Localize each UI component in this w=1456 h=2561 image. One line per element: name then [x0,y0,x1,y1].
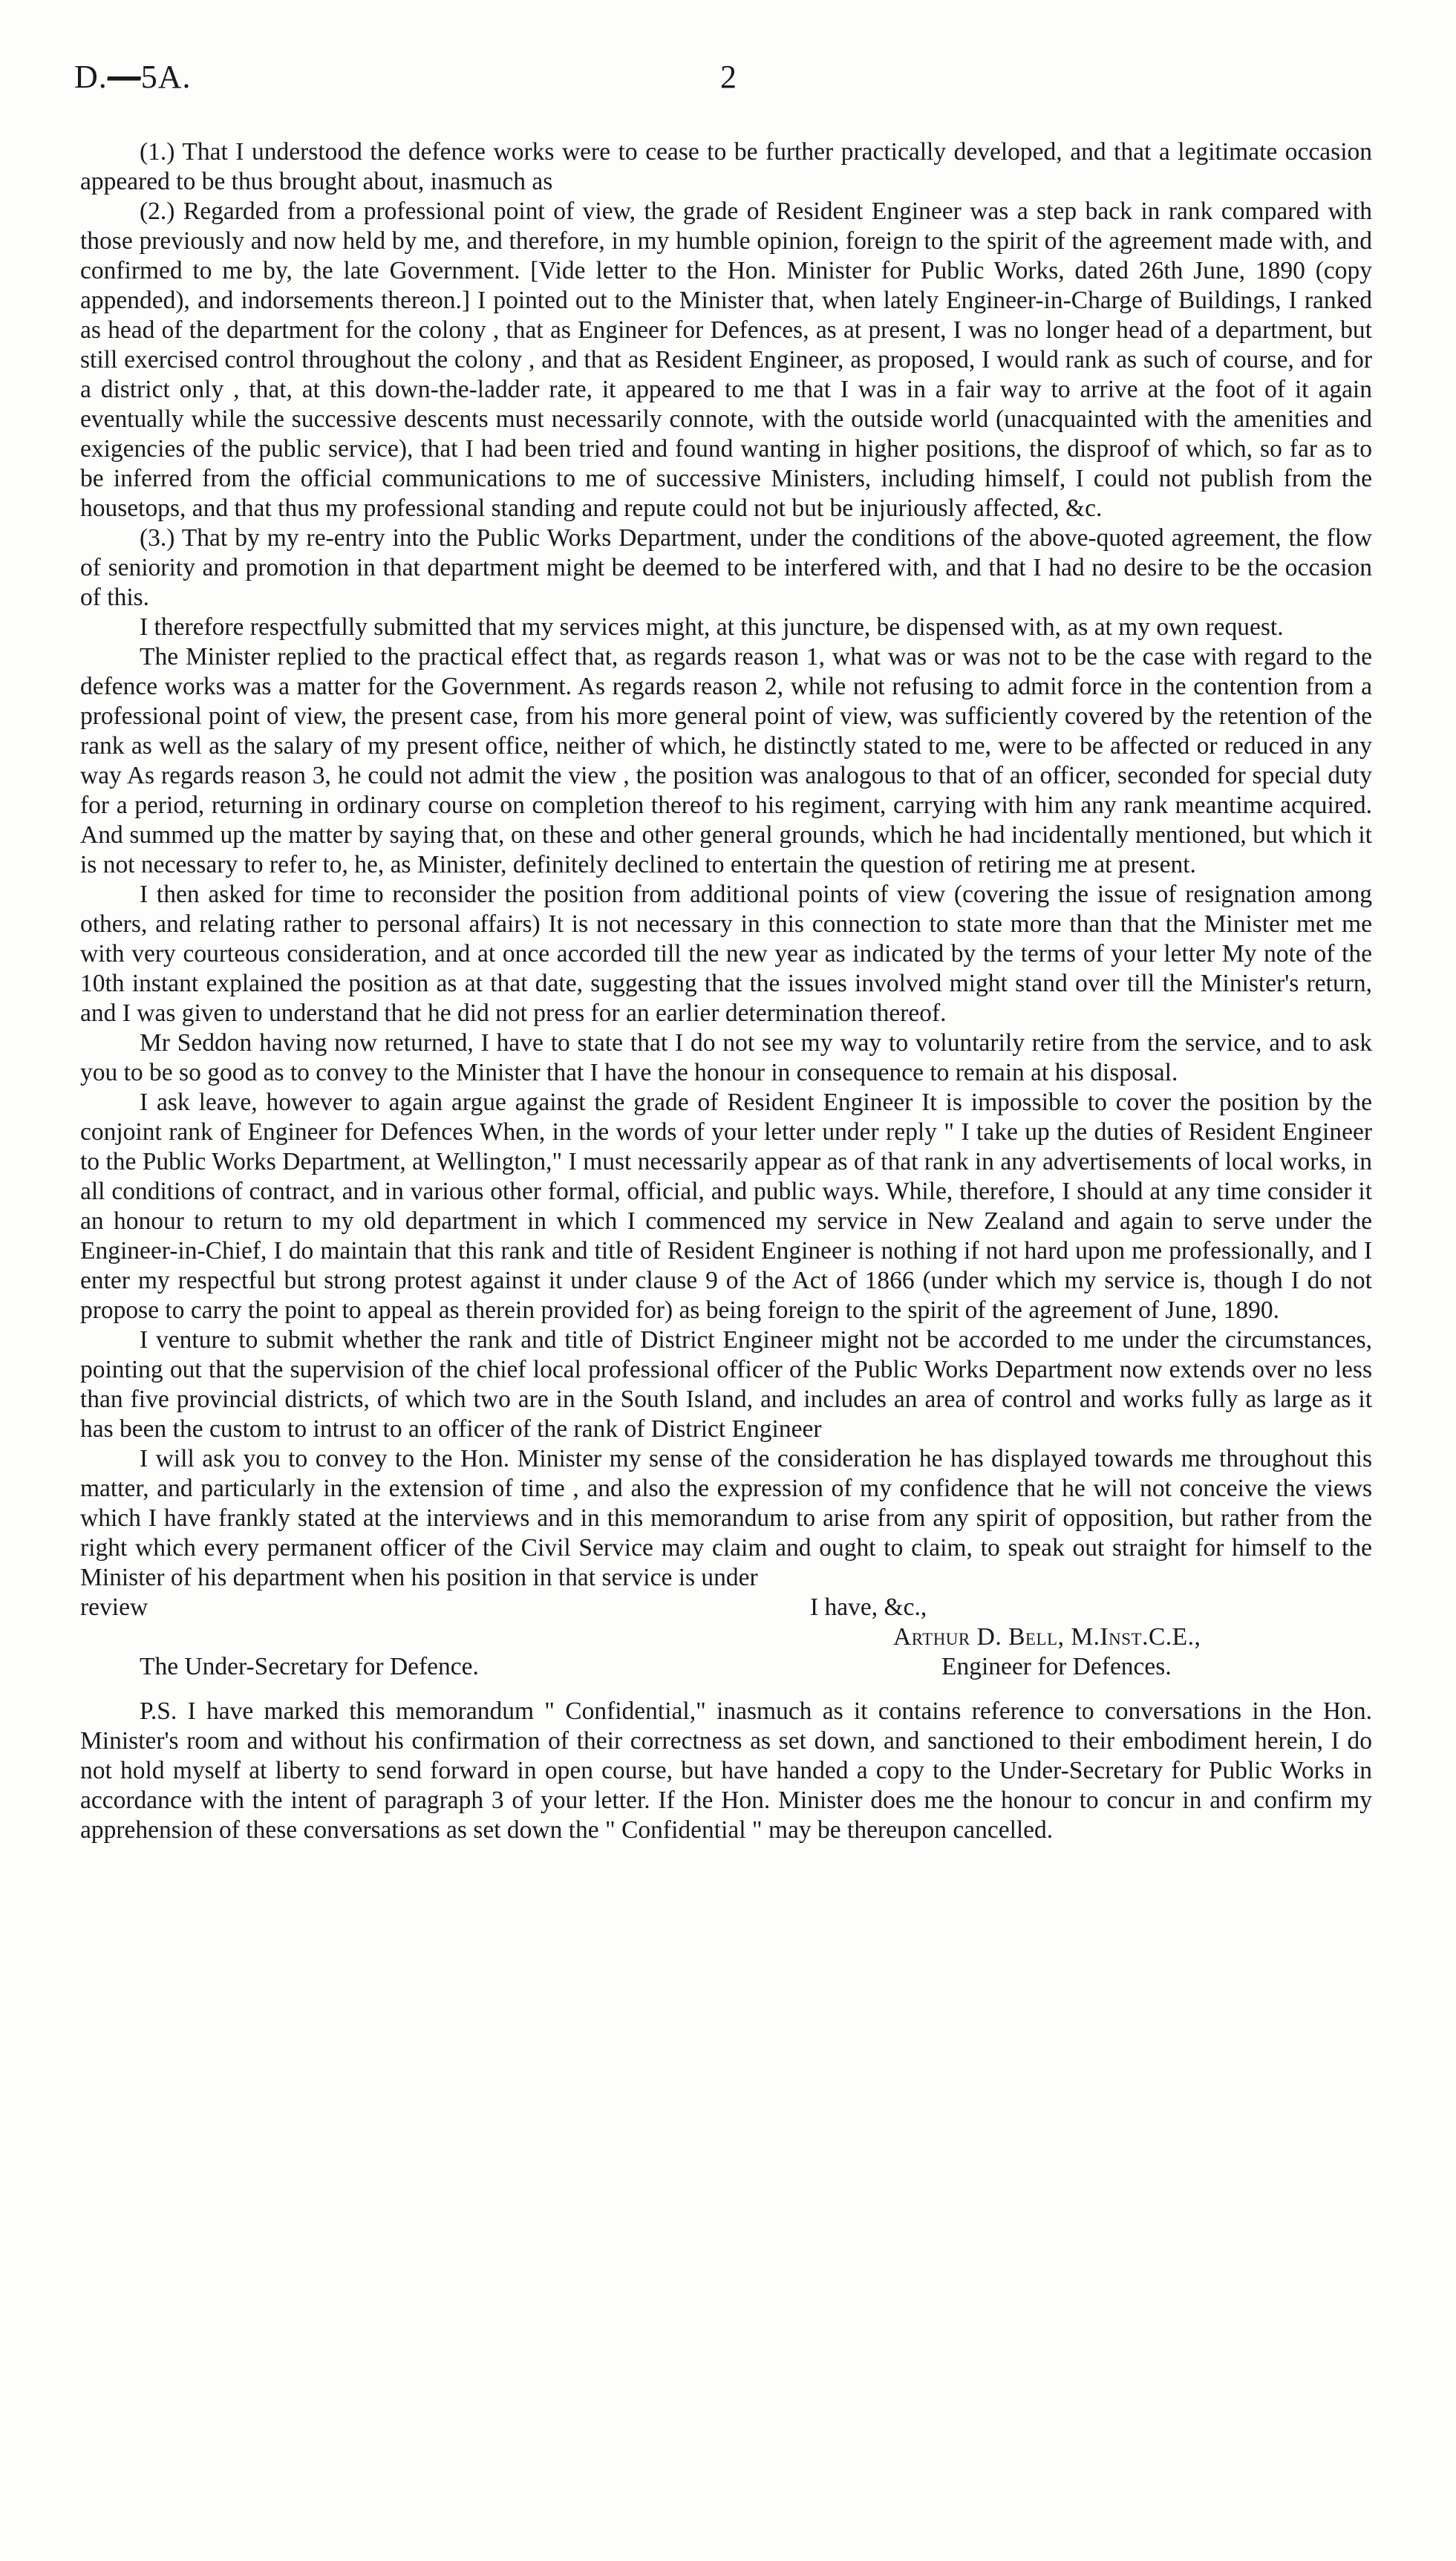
page-number: 2 [720,59,737,95]
ref-suffix: 5A. [140,59,192,95]
document-reference [74,58,192,96]
closing-phrase: I have, &c., [810,1593,927,1621]
postscript: P.S. I have marked this memorandum " Confidential," inasmuch as it contains reference to conversations in the Hon. Minister's room and without his confirmation of their correctness as set down, and sanctioned to their embodiment herein, I do not hold myself at liberty to send forward in open course, but have handed a copy to the Under-Secretary for Public Works in accordance with the intent of paragraph 3 of your letter. If the Hon. Minister does me the honour to concur in and confirm my apprehension of these conversations as set down the " Confidential " may be thereupon cancelled. [80,1697,1372,1844]
paragraph-8: I ask leave, however to again argue against the grade of Resident Engineer It is impossible to cover the position by the conjoint rank of Engineer for Defences When, in the words of your letter under reply " I take up the duties of Resident Engineer to the Public Works Department, at Wellington," I must necessarily appear as of that rank in any advertisements of local works, in all conditions of contract, and in various other formal, official, and public ways. While, therefore, I should at any time consider it an honour to return to my old department in which I commenced my service in New Zealand and again to serve under the Engineer-in-Chief, I do maintain that this rank and title of Resident Engineer is nothing if not hard upon me professionally, and I enter my respectful but strong protest against it under clause 9 of the Act of 1866 (under which my service is, though I do not propose to carry the point to appeal as therein provided for) as being foreign to the spirit of the agreement of June, 1890. [80,1089,1372,1324]
paragraph-1: (1.) That I understood the defence works were to cease to be further practically developed, and that a legitimate occasion appeared to be thus brought about, inasmuch as [80,138,1372,195]
paragraph-9: I venture to submit whether the rank and title of District Engineer might not be accorded to me under the circumstances, pointing out that the supervision of the chief local professional officer of the Public Works Department now extends over no less than five provincial districts, of which two are in the South Island, and includes an area of control and works fully as large as it has been the custom to intrust to an officer of the rank of District Engineer [80,1326,1372,1443]
paragraph-7: Mr Seddon having now returned, I have to state that I do not see my way to voluntarily retire from the service, and to ask you to be so good as to convey to the Minister that I have the honour in consequence to remain at his disposal. [80,1029,1372,1086]
paragraph-6: I then asked for time to reconsider the position from additional points of view (covering the issue of resignation among others, and relating rather to personal affairs) It is not necessary in this connection to state more than that the Minister met me with very courteous consideration, and at once accorded till the new year as indicated by the terms of your letter My note of the 10th instant explained the position as at that date, suggesting that the issues involved might stand over till the Minister's return, and I was given to understand that he did not press for an earlier determination thereof. [80,881,1372,1027]
paragraph-5: The Minister replied to the practical effect that, as regards reason 1, what was or was not to be the case with regard to the defence works was a matter for the Government. As regards reason 2, while not refusing to admit force in the contention from a professional point of view, the present case, from his more general point of view, was sufficiently covered by the retention of the rank as well as the salary of my present office, neither of which, he distinctly stated to me, were to be affected or reduced in any way As regards reason 3, he could not admit the view , the position was analogous to that of an officer, seconded for special duty for a period, returning in ordinary course on completion thereof to his regiment, carrying with him any rank meantime acquired. And summed up the matter by saying that, on these and other general grounds, which he had incidentally mentioned, but which it is not necessary to refer to, he, as Minister, definitely declined to entertain the question of retiring me at present. [80,643,1372,878]
paragraph-3: (3.) That by my re-entry into the Public Works Department, under the conditions of the above-quoted agreement, the flow of seniority and promotion in that department might be deemed to be interfered with, and that I had no desire to be the occasion of this. [80,524,1372,611]
paragraph-4: I therefore respectfully submitted that my services might, at this juncture, be dispensed with, as at my own request. [140,613,1284,641]
ref-prefix: D. [74,59,108,95]
closing-word: review [80,1593,148,1621]
paragraph-2: (2.) Regarded from a professional point of view, the grade of Resident Engineer was a step back in rank compared with those previously and now held by me, and therefore, in my humble opinion, foreign to the spirit of the agreement made with, and confirmed to me by, the late Government. [Vide letter to the Hon. Minister for Public Works, dated 26th June, 1890 (copy appended), and indorsements thereon.] I pointed out to the Minister that, when lately Engineer-in-Charge of Buildings, I ranked as head of the department for the colony , that as Engineer for Defences, as at present, I was no longer head of a department, but still exercised control throughout the colony , and that as Resident Engineer, as proposed, I would rank as such of course, and for a district only , that, at this down-the-ladder rate, it appeared to me that I was in a fair way to arrive at the foot of it again eventually while the successive descents must necessarily connote, with the outside world (unacquainted with the amenities and exigencies of the public service), that I had been tried and found wanting in higher positions, the disproof of which, so far as to be inferred from the official communications to me of successive Ministers, including himself, I could not publish from the housetops, and that thus my professional standing and repute could not but be injuriously affected, &c. [80,198,1372,522]
document-body [80,137,1372,1845]
ref-strike: — [107,59,141,95]
signatory-title: Engineer for Defences. [941,1653,1172,1680]
page-header [74,58,1382,110]
signature-block [80,1593,1372,1682]
paragraph-10: I will ask you to convey to the Hon. Minister my sense of the consideration he has displayed towards me throughout this matter, and particularly in the extension of time , and also the expression of my confidence that he will not conceive the views which I have frankly stated at the interviews and in this memorandum to arise from any spirit of opposition, but rather from the right which every permanent officer of the Civil Service may claim and ought to claim, to speak out straight for himself to the Minister of his department when his position in that service is under [80,1445,1372,1591]
signatory-name: Arthur D. Bell, M.Inst.C.E., [893,1623,1201,1651]
addressee: The Under-Secretary for Defence. [140,1653,479,1680]
